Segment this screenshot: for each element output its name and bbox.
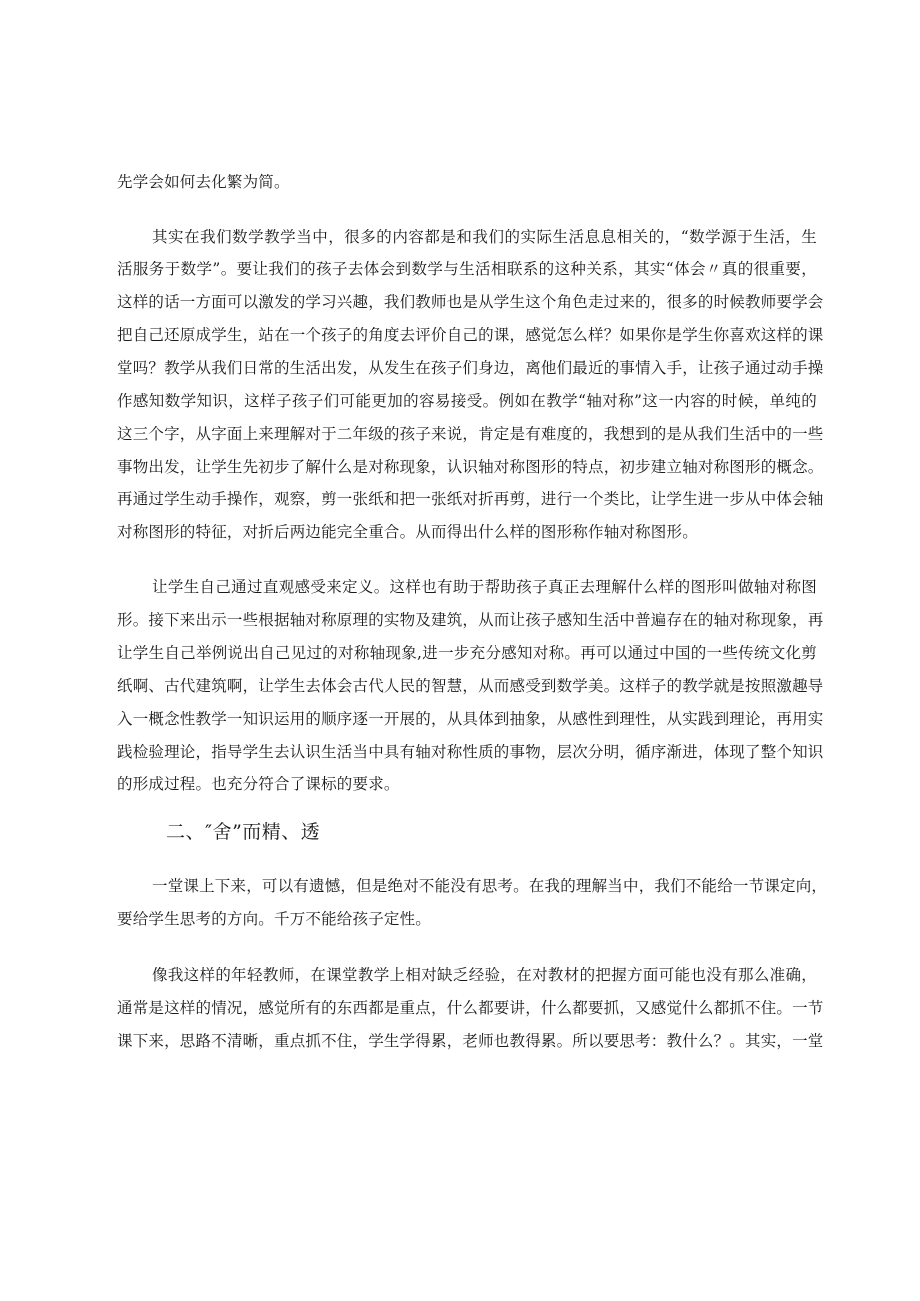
text-line: 事物出发，让学生先初步了解什么是对称现象，认识轴对称图形的特点，初步建立轴对称图形的概念。 (117, 458, 824, 476)
text-line: 让学生自己举例说出自己见过的对称轴现象,进一步充分感知对称。再可以通过中国的一些传统文化剪 (117, 644, 817, 662)
text-line: 通常是这样的情况，感觉所有的东西都是重点，什么都要讲，什么都要抓，又感觉什么都抓不住。一节 (117, 999, 824, 1017)
text-line: 入一概念性教学一知识运用的顺序逐一开展的，从具体到抽象，从感性到理性，从实践到理论，再用实 (117, 710, 824, 728)
text-line: 践检验理论，指导学生去认识生活当中具有轴对称性质的事物，层次分明，循序渐进，体现了整个知识 (117, 743, 824, 761)
text-line: 再通过学生动手操作，观察，剪一张纸和把一张纸对折再剪，进行一个类比，让学生进一步从中体会轴 (117, 490, 824, 508)
text-line: 纸啊、古代建筑啊，让学生去体会古代人民的智慧，从而感受到数学美。这样子的教学就是按照激趣导 (117, 677, 824, 695)
text-line: 把自己还原成学生，站在一个孩子的角度去评价自己的课，感觉怎么样？如果你是学生你喜欢这样的课 (117, 326, 824, 344)
text-line: 先学会如何去化繁为简。 (117, 173, 290, 191)
text-line: 活服务于数学”。要让我们的孩子去体会到数学与生活相联系的这种关系，其实“体会〃真的很重要， (117, 260, 817, 278)
text-line: 的形成过程。也充分符合了课标的要求。 (117, 775, 400, 793)
text-line: 像我这样的年轻教师，在课堂教学上相对缺乏经验，在对教材的把握方面可能也没有那么准确， (152, 966, 817, 984)
text-line: 这三个字，从字面上来理解对于二年级的孩子来说，肯定是有难度的，我想到的是从我们生活中的一些 (117, 425, 824, 443)
text-line: 堂吗？教学从我们日常的生活出发，从发生在孩子们身边，离他们最近的事情入手，让孩子通过动手操 (117, 359, 824, 377)
text-line: 要给学生思考的方向。千万不能给孩子定性。 (117, 910, 432, 928)
text-line: 作感知数学知识，这样子孩子们可能更加的容易接受。例如在教学“轴对称”这一内容的时候，单纯的 (117, 392, 817, 410)
text-line: 其实在我们数学教学当中，很多的内容都是和我们的实际生活息息相关的，“数学源于生活，生 (152, 228, 817, 246)
text-line: 一堂课上下来，可以有遗憾，但是绝对不能没有思考。在我的理解当中，我们不能给一节课定向， (152, 877, 828, 895)
section-heading: 二、″舍”而精、透 (166, 821, 321, 843)
text-line: 对称图形的特征，对折后两边能完全重合。从而得出什么样的图形称作轴对称图形。 (117, 523, 698, 541)
text-line: 形。接下来出示一些根据轴对称原理的实物及建筑，从而让孩子感知生活中普遍存在的轴对称现象，再 (117, 611, 824, 629)
text-line: 让学生自己通过直观感受来定义。这样也有助于帮助孩子真正去理解什么样的图形叫做轴对称图 (152, 578, 817, 596)
text-line: 这样的话一方面可以激发的学习兴趣，我们教师也是从学生这个角色走过来的，很多的时候教师要学会 (117, 293, 824, 311)
text-line: 课下来，思路不清晰，重点抓不住，学生学得累，老师也教得累。所以要思考：教什么？。其实，一堂 (117, 1032, 824, 1050)
